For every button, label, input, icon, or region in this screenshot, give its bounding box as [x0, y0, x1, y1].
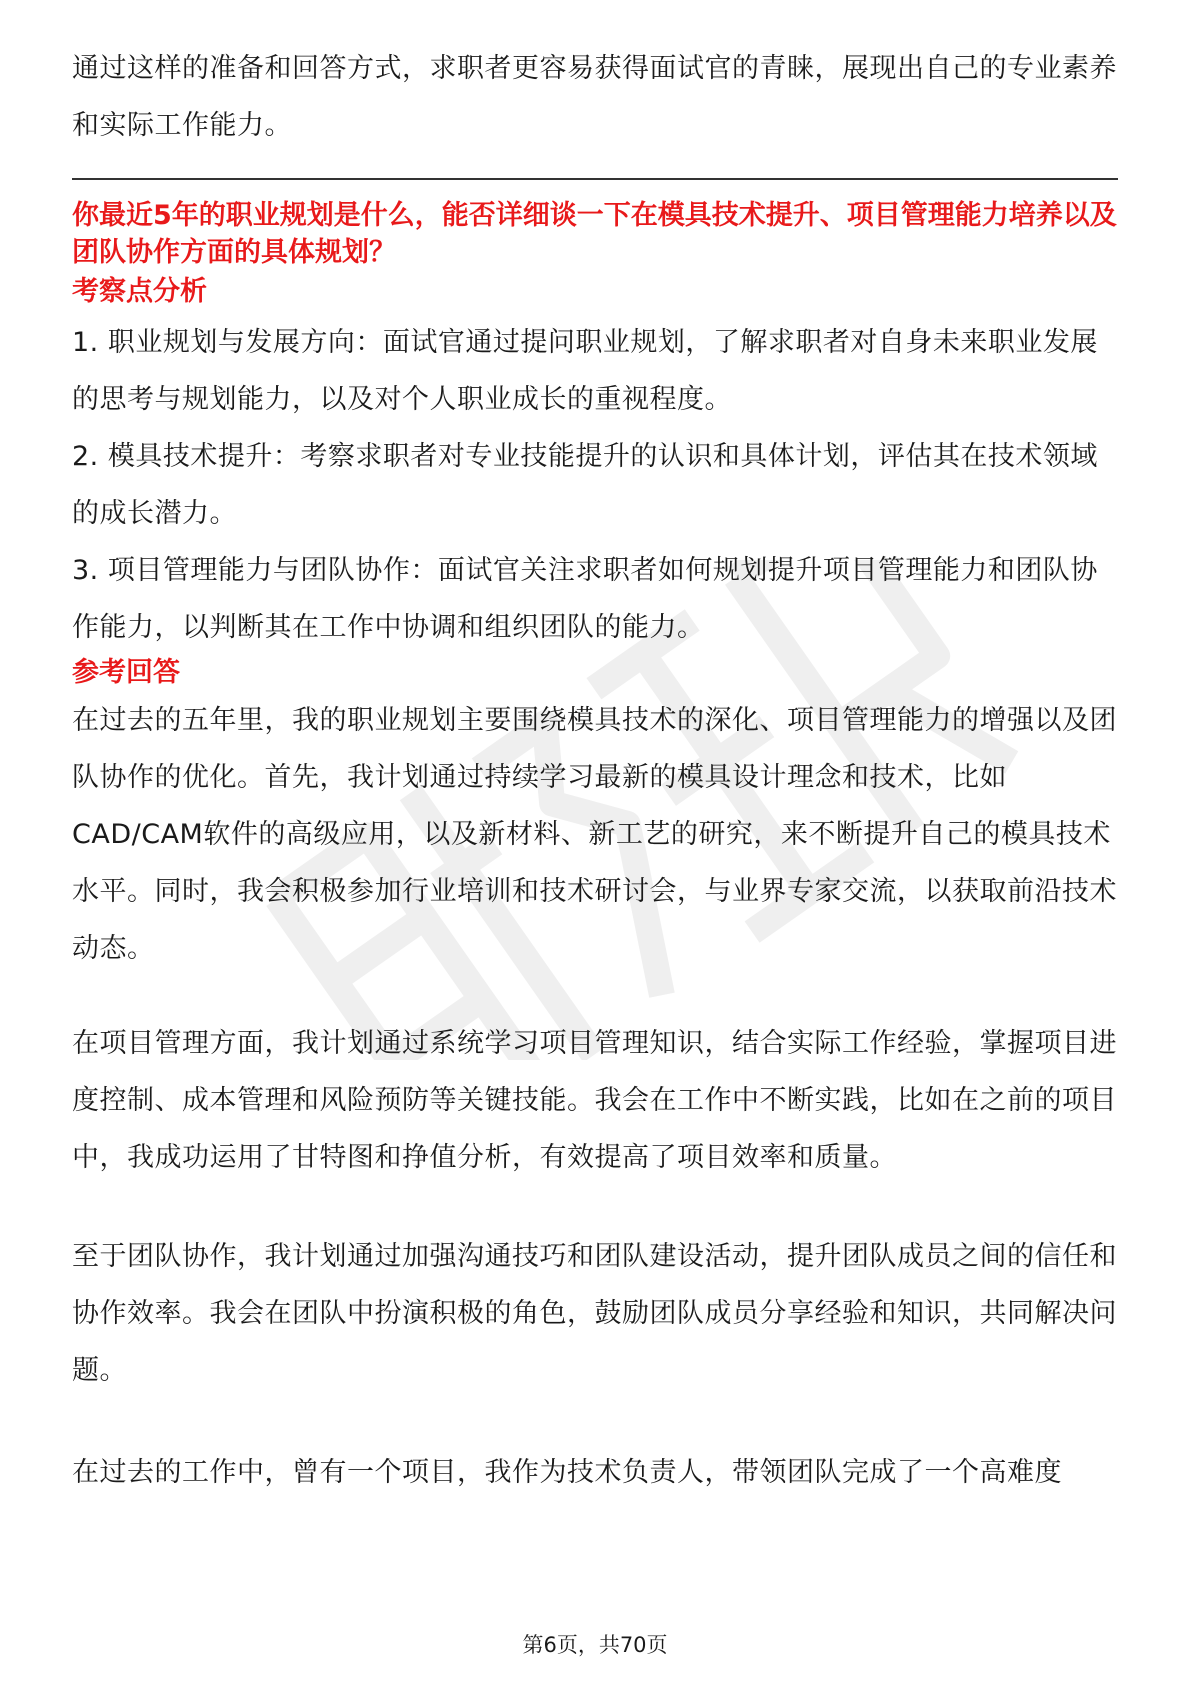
- answer-paragraph: 在项目管理方面，我计划通过系统学习项目管理知识，结合实际工作经验，掌握项目进度控制、成本管理和风险预防等关键技能。我会在工作中不断实践，比如在之前的项目中，我成功运用了甘特图和挣值分析，有效提高了项目效率和质量。: [72, 1028, 1117, 1173]
- analysis-item: 1. 职业规划与发展方向：面试官通过提问职业规划，了解求职者对自身未来职业发展的思考与规划能力，以及对个人职业成长的重视程度。: [72, 327, 1098, 415]
- analysis-heading: 考察点分析: [72, 276, 207, 307]
- answer-paragraph: 在过去的工作中，曾有一个项目，我作为技术负责人，带领团队完成了一个高难度: [72, 1457, 1062, 1488]
- answer-paragraph: 至于团队协作，我计划通过加强沟通技巧和团队建设活动，提升团队成员之间的信任和协作效率。我会在团队中扮演积极的角色，鼓励团队成员分享经验和知识，共同解决问题。: [72, 1241, 1117, 1386]
- page-number: 第6页，共70页: [522, 1633, 668, 1657]
- answer-heading: 参考回答: [72, 657, 180, 688]
- answer-paragraph: 在过去的五年里，我的职业规划主要围绕模具技术的深化、项目管理能力的增强以及团队协作的优化。首先，我计划通过持续学习最新的模具设计理念和技术，比如CAD/CAM软件的高级应用，以及新材料、新工艺的研究，来不断提升自己的模具技术水平。同时，我会积极参加行业培训和技术研讨会，与业界专家交流，以获取前沿技术动态。: [72, 705, 1117, 964]
- answer-paragraph-2-block: [72, 1015, 1118, 1186]
- answer-paragraph-1-block: [72, 692, 1118, 977]
- intro-paragraph: 通过这样的准备和回答方式，求职者更容易获得面试官的青睐，展现出自己的专业素养和实际工作能力。: [72, 53, 1117, 141]
- analysis-item: 2. 模具技术提升：考察求职者对专业技能提升的认识和具体计划，评估其在技术领域的成长潜力。: [72, 441, 1098, 529]
- analysis-list: [72, 314, 1118, 656]
- question-title: 你最近5年的职业规划是什么，能否详细谈一下在模具技术提升、项目管理能力培养以及团队协作方面的具体规划？: [72, 200, 1117, 268]
- section-divider: [72, 178, 1118, 180]
- answer-paragraph-3-block: [72, 1228, 1118, 1399]
- answer-paragraph-4-block: [72, 1444, 1118, 1501]
- analysis-item: 3. 项目管理能力与团队协作：面试官关注求职者如何规划提升项目管理能力和团队协作能力，以判断其在工作中协调和组织团队的能力。: [72, 555, 1098, 643]
- intro-block: [72, 40, 1118, 154]
